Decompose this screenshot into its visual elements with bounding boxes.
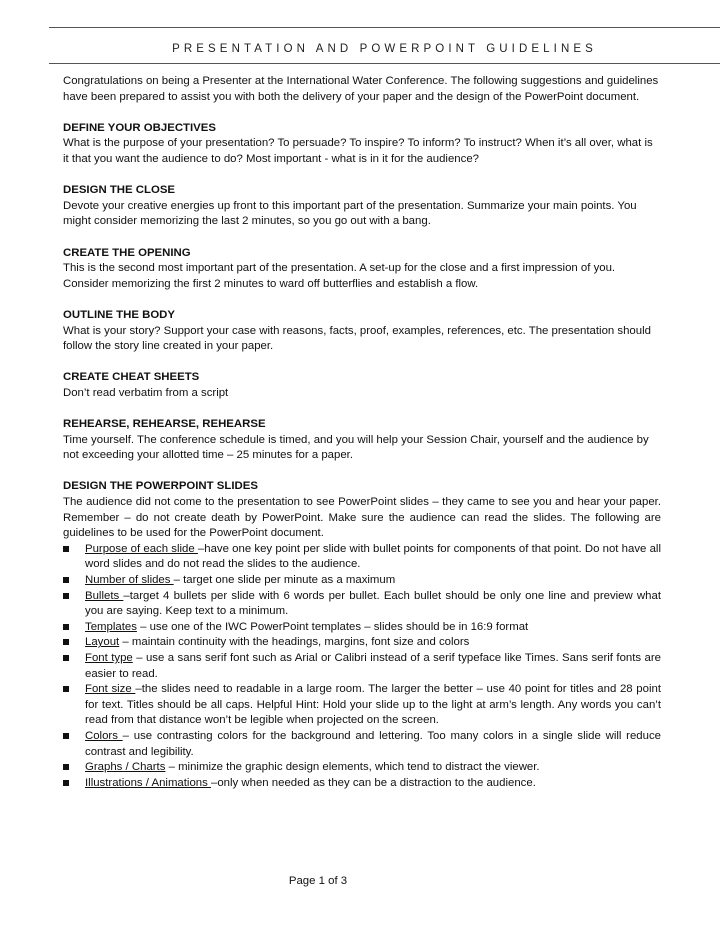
guideline-term: Illustrations / Animations (85, 776, 211, 789)
guideline-term: Font size (85, 683, 136, 696)
section-define-objectives (63, 121, 661, 168)
section-heading: DEFINE YOUR OBJECTIVES (63, 121, 216, 134)
section-heading: OUTLINE THE BODY (63, 308, 176, 321)
square-bullet-icon (63, 639, 69, 645)
page-number: Page 1 of 3 (288, 875, 348, 887)
list-item (63, 620, 661, 636)
guideline-text: – maintain continuity with the headings, margins, font size and colors (119, 636, 470, 649)
section-body: Don’t read verbatim from a script (63, 386, 229, 399)
guideline-text: –have one key point per slide with bullet points for components of that point. Do not have all word slides and do not read the slides to the audience. (85, 542, 661, 571)
guideline-text: –target 4 bullets per slide with 6 words per bullet. Each bullet should be only one line and preview what you are saying. Keep text to a minimum. (85, 589, 661, 618)
section-body: What is the purpose of your presentation? To persuade? To inspire? To inform? To instruct? When it’s all over, what is it that you want the audience to do? Most important - what is in it for the audience? (63, 137, 653, 165)
section-heading: CREATE CHEAT SHEETS (63, 371, 200, 384)
list-item (63, 573, 661, 589)
square-bullet-icon (63, 593, 69, 599)
list-item (63, 651, 661, 682)
intro-paragraph: Congratulations on being a Presenter at the International Water Conference. The following suggestions and guidelines have been prepared to assist you with both the delivery of your paper and the design of the PowerPoint document. (63, 75, 659, 103)
section-heading: DESIGN THE CLOSE (63, 184, 176, 197)
square-bullet-icon (63, 780, 69, 786)
guideline-text: – use a sans serif font such as Arial or Calibri instead of a serif typeface like Times. Sans serif fonts are easier to read. (85, 651, 661, 680)
section-heading: CREATE THE OPENING (63, 246, 191, 259)
section-cheat-sheets (63, 370, 661, 401)
square-bullet-icon (63, 546, 69, 552)
list-item (63, 589, 661, 620)
guideline-text: –the slides need to readable in a large room. The larger the better – use 40 point for titles and 28 point for text. Titles should be all caps. Helpful Hint: Hold your slide up to the light at arm’s length. Any words you can’t read from that distance won’t be legible when projected on the screen. (85, 683, 661, 727)
section-heading: DESIGN THE POWERPOINT SLIDES (63, 480, 258, 493)
guideline-text: – target one slide per minute as a maximum (173, 574, 396, 586)
section-design-close (63, 183, 661, 230)
guideline-term: Number of slides (85, 574, 174, 586)
list-item (63, 760, 661, 776)
section-body: What is your story? Support your case with reasons, facts, proof, examples, references, etc. The presentation should follow the story line created in your paper. (63, 324, 651, 353)
section-body: Devote your creative energies up front to this important part of the presentation. Summarize your main points. You might consider memorizing the last 2 minutes, so you go out with a bang. (63, 199, 637, 228)
list-item (63, 729, 661, 760)
square-bullet-icon (63, 655, 69, 661)
guideline-term: Bullets (85, 589, 124, 602)
guideline-term: Font type (85, 651, 133, 664)
section-create-opening (63, 246, 661, 293)
section-outline-body (63, 308, 661, 355)
slide-guidelines-list (63, 542, 661, 792)
guideline-term: Graphs / Charts (85, 761, 166, 774)
square-bullet-icon (63, 764, 69, 770)
guideline-text: –only when needed as they can be a distraction to the audience. (211, 776, 536, 789)
square-bullet-icon (63, 733, 69, 739)
guideline-text: – use one of the IWC PowerPoint templates – slides should be in 16:9 format (136, 620, 529, 633)
section-body: This is the second most important part of the presentation. A set-up for the close and a first impression of you. Consider memorizing the first 2 minutes to ward off butterflies and establish a flow. (63, 262, 616, 290)
square-bullet-icon (63, 686, 69, 692)
section-heading: REHEARSE, REHEARSE, REHEARSE (63, 418, 266, 431)
section-powerpoint-slides (63, 479, 661, 791)
page-header-title: PRESENTATION AND POWERPOINT GUIDELINES (172, 43, 597, 55)
list-item (63, 682, 661, 729)
list-item (63, 542, 661, 573)
guideline-term: Templates (85, 620, 137, 633)
section-body: Time yourself. The conference schedule is timed, and you will help your Session Chair, yourself and the audience by not exceeding your allotted time – 25 minutes for a paper. (63, 433, 649, 462)
guideline-term: Layout (85, 636, 120, 649)
section-rehearse (63, 417, 661, 464)
section-body: The audience did not come to the presentation to see PowerPoint slides – they came to see you and hear your paper. Remember – do not create death by PowerPoint. Make sure the audience can read the slides. The following are guidelines to be used for the PowerPoint document. (63, 496, 661, 540)
guideline-text: – use contrasting colors for the background and lettering. Too many colors in a single slide will reduce contrast and legibility. (85, 729, 661, 758)
list-item (63, 776, 661, 792)
square-bullet-icon (63, 624, 69, 630)
header-bottom-rule (49, 63, 720, 64)
document-body (63, 74, 661, 807)
guideline-term: Colors (85, 729, 123, 742)
guideline-text: – minimize the graphic design elements, which tend to distract the viewer. (165, 761, 540, 774)
header-top-rule (49, 27, 720, 28)
square-bullet-icon (63, 577, 69, 583)
list-item (63, 635, 661, 651)
guideline-term: Purpose of each slide (85, 542, 198, 555)
